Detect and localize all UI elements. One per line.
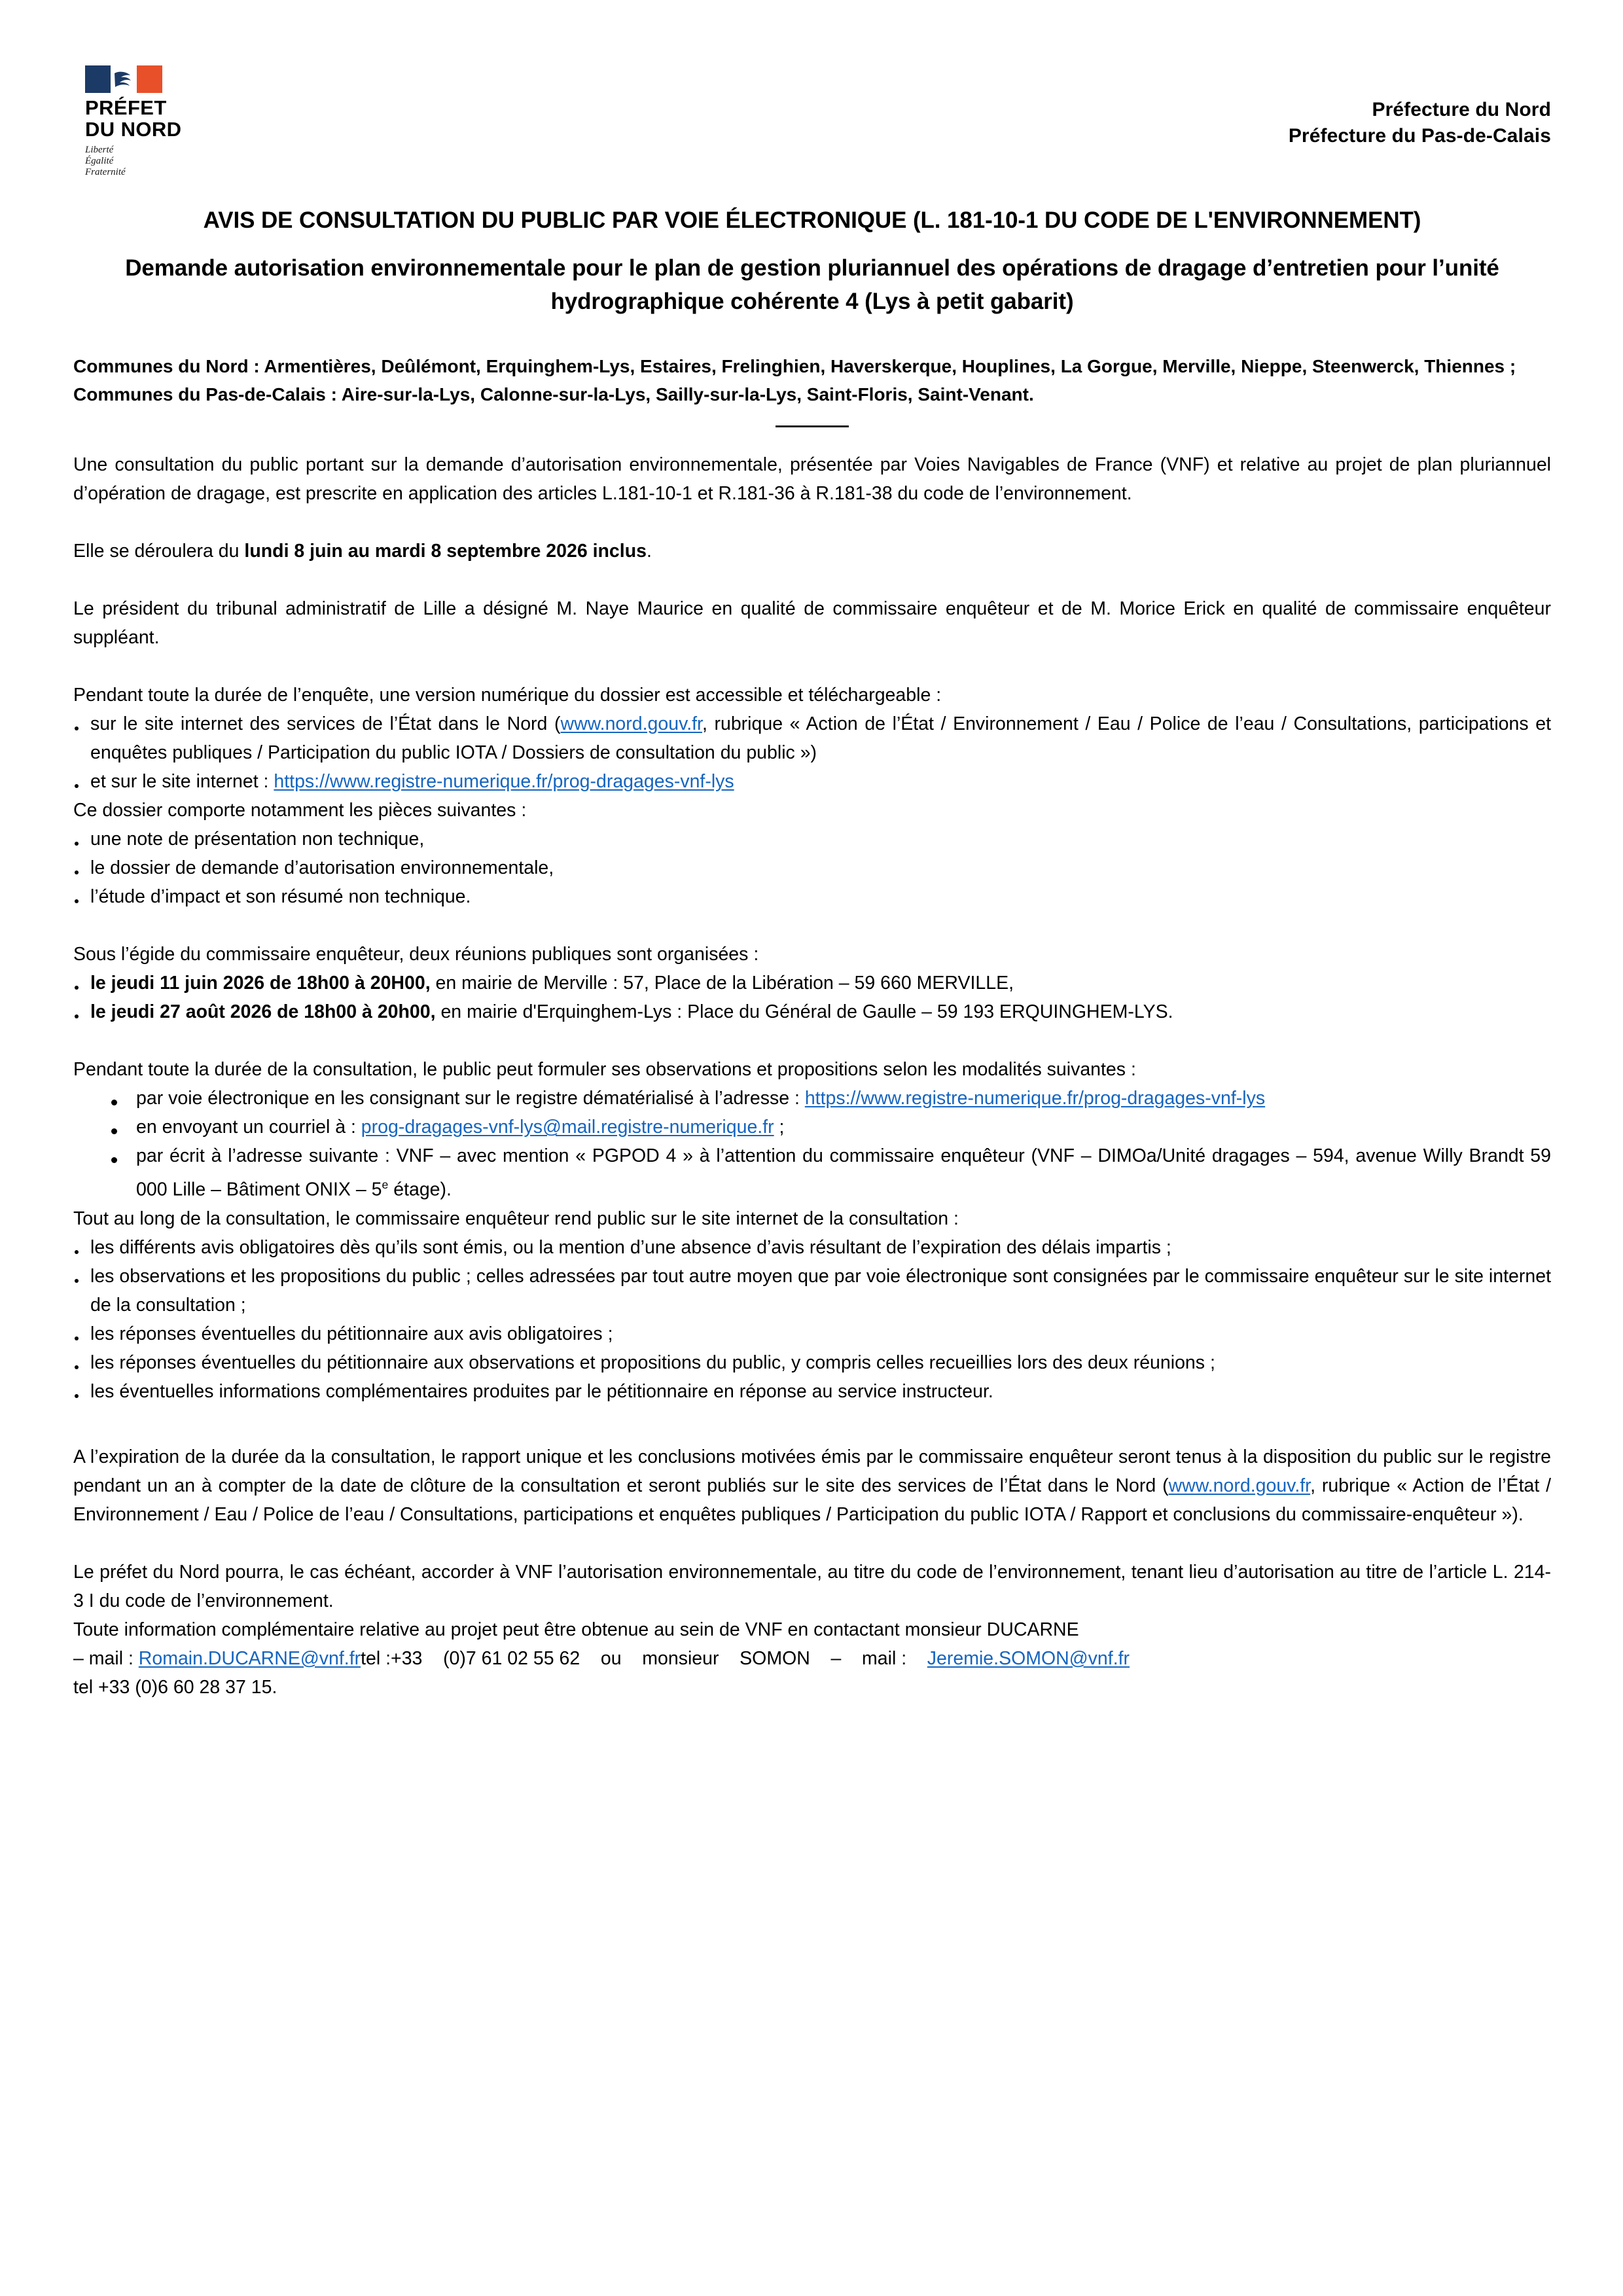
list-item [73, 969, 1551, 997]
list-item: les réponses éventuelles du pétitionnaire aux observations et propositions du public, y compris celles recueillies lors des deux réunions ; [73, 1348, 1551, 1377]
expiration-before: A l’expiration de la durée da la consultation, le rapport unique et les conclusions motivées émis par le commissaire enquêteur seront tenus à la disposition du public sur le registre pendant un an à compter de la date de clôture de la consultation et seront publiés sur le site des services de l’État dans le Nord ( [73, 1446, 1551, 1496]
contact-line1: Toute information complémentaire relative au projet peut être obtenue au sein de VNF en contactant monsieur DUCARNE [73, 1619, 1079, 1640]
nord-gouv-link-2[interactable]: www.nord.gouv.fr [1168, 1475, 1311, 1496]
motto-egalite: Égalité [85, 156, 114, 166]
modalite1-before: par voie électronique en les consignant sur le registre dématérialisé à l’adresse : [136, 1088, 805, 1109]
modalite3-superscript: e [382, 1178, 389, 1191]
contact-line3: tel +33 (0)6 60 28 37 15. [73, 1676, 277, 1698]
list-item [73, 997, 1551, 1026]
commissaire-paragraph: Le président du tribunal administratif de Lille a désigné M. Naye Maurice en qualité de commissaire enquêteur et de M. Morice Erick en qualité de commissaire enquêteur suppléant. [73, 598, 1551, 648]
expiration-after: , rubrique « Action de l’État / Environnement / Eau / Police de l’eau / Consultations, participations et enquêtes publiques / Participation du public IOTA / Rapport et conclusions du commissaire-enquêteur »). [73, 1475, 1552, 1525]
logo-title-line2: DU NORD [85, 118, 182, 141]
dossier-access-list [73, 709, 1551, 796]
courriel-link[interactable]: prog-dragages-vnf-lys@mail.registre-numerique.fr [361, 1117, 774, 1138]
list-item [73, 767, 1551, 796]
reunion1-place: en mairie de Merville : 57, Place de la Libération – 59 660 MERVILLE, [430, 973, 1014, 994]
intro-paragraph: Une consultation du public portant sur la demande d’autorisation environnementale, présentée par Voies Navigables de France (VNF) et relative au projet de plan pluriannuel d’opération de dragage, est prescrite en application des articles L.181-10-1 et R.181-36 à R.181-38 du code de l’environnement. [73, 454, 1551, 504]
motto-liberte: Liberté [85, 145, 114, 155]
list-item: l’étude d’impact et son résumé non technique. [73, 882, 1551, 911]
document-body [73, 431, 1551, 1702]
prefecture-pdc-label: Préfecture du Pas-de-Calais [1288, 125, 1551, 147]
contact-tel1: tel :+33 (0)7 61 02 55 62 ou monsieur SOMON – mail : [361, 1647, 927, 1669]
nord-gouv-link[interactable]: www.nord.gouv.fr [560, 713, 702, 734]
flag-white-bar [111, 65, 137, 93]
reunion1-date: le jeudi 11 juin 2026 de 18h00 à 20H00, [90, 973, 431, 994]
expiration-paragraph [73, 1443, 1551, 1529]
list-item: les réponses éventuelles du pétitionnaire aux avis obligatoires ; [73, 1319, 1551, 1348]
prefet-paragraph: Le préfet du Nord pourra, le cas échéant, accorder à VNF l’autorisation environnementale, au titre du code de l’environnement, tenant lieu d’autorisation au titre de l’article L. 214-3 I du code de l’environnement. [73, 1561, 1551, 1611]
reunion2-place: en mairie d'Erquinghem-Lys : Place du Général de Gaulle – 59 193 ERQUINGHEM-LYS. [435, 1001, 1173, 1022]
reunion2-date: le jeudi 27 août 2026 de 18h00 à 20h00, [90, 1001, 436, 1022]
rend-public-list [73, 1233, 1551, 1406]
contact-mail-label: – mail : [73, 1647, 139, 1669]
dossier-intro: Pendant toute la durée de l’enquête, une version numérique du dossier est accessible et téléchargeable : [73, 685, 942, 706]
motto-fraternite: Fraternité [85, 167, 126, 177]
prefecture-logo [73, 65, 289, 178]
list-item [73, 1084, 1551, 1113]
list-item [73, 1113, 1551, 1141]
republic-motto [85, 145, 289, 178]
modalite2-after: ; [774, 1117, 785, 1138]
registre-numerique-link-2[interactable]: https://www.registre-numerique.fr/prog-dragages-vnf-lys [804, 1088, 1266, 1109]
modalite3-part-a: par écrit à l’adresse suivante : VNF – avec mention « PGPOD 4 » à l’attention du commissaire enquêteur (VNF – DIMOa/Unité dragages – 594, avenue Willy Brandt 59 000 Lille – Bâtiment ONIX – 5 [136, 1145, 1551, 1200]
list-item [73, 1141, 1551, 1204]
dossier-item2-before: et sur le site internet : [90, 771, 274, 792]
flag-red-bar [137, 65, 162, 93]
modalite2-before: en envoyant un courriel à : [136, 1117, 361, 1138]
list-item: le dossier de demande d’autorisation environnementale, [73, 853, 1551, 882]
modalite3-part-b: étage). [388, 1179, 452, 1200]
flag-blue-bar [85, 65, 111, 93]
list-item: les observations et les propositions du public ; celles adressées par tout autre moyen que par voie électronique sont consignées par le commissaire enquêteur sur le site internet de la consultation ; [73, 1262, 1551, 1319]
french-flag-icon [85, 65, 162, 93]
reunions-list [73, 969, 1551, 1026]
prefecture-names [1289, 65, 1551, 149]
divider [73, 419, 1551, 431]
registre-numerique-link[interactable]: https://www.registre-numerique.fr/prog-dragages-vnf-lys [274, 771, 734, 792]
ducarne-email-link[interactable]: Romain.DUCARNE@vnf.fr [138, 1647, 361, 1669]
communes-block [73, 352, 1551, 408]
dossier-item1-after: , rubrique « Action de l’État / Environnement / Eau / Police de l’eau / Consultations, participations et enquêtes publiques / Participation du public IOTA / Dossiers de consultation du public ») [90, 713, 1551, 763]
marianne-icon [111, 67, 137, 92]
somon-email-link[interactable]: Jeremie.SOMON@vnf.fr [927, 1647, 1130, 1669]
pieces-list [73, 825, 1551, 911]
list-item: une note de présentation non technique, [73, 825, 1551, 853]
document-header [73, 65, 1551, 177]
list-item: les éventuelles informations complémentaires produites par le pétitionnaire en réponse au service instructeur. [73, 1377, 1551, 1406]
communes-pas-de-calais: Communes du Pas-de-Calais : Aire-sur-la-Lys, Calonne-sur-la-Lys, Sailly-sur-la-Lys, Saint-Floris, Saint-Venant. [73, 384, 1034, 404]
rend-public-intro: Tout au long de la consultation, le commissaire enquêteur rend public sur le site internet de la consultation : [73, 1208, 959, 1229]
list-item [73, 709, 1551, 767]
logo-title [85, 97, 289, 140]
page-subtitle: Demande autorisation environnementale pour le plan de gestion pluriannuel des opérations de dragage d’entretien pour l’unité hydrographique cohérente 4 (Lys à petit gabarit) [125, 255, 1499, 314]
horizontal-rule [776, 425, 849, 427]
modalites-list [73, 1084, 1551, 1204]
modalites-intro: Pendant toute la durée de la consultation, le public peut formuler ses observations et propositions selon les modalités suivantes : [73, 1059, 1136, 1080]
logo-title-line1: PRÉFET [85, 96, 167, 119]
period-paragraph [73, 537, 1551, 565]
contact-line2 [73, 1644, 1551, 1673]
period-dates: lundi 8 juin au mardi 8 septembre 2026 inclus [244, 541, 647, 562]
page-title: AVIS DE CONSULTATION DU PUBLIC PAR VOIE ÉLECTRONIQUE (L. 181-10-1 DU CODE DE L'ENVIRONNEMENT) [203, 207, 1421, 233]
pieces-intro: Ce dossier comporte notamment les pièces suivantes : [73, 800, 527, 821]
period-prefix: Elle se déroulera du [73, 541, 245, 562]
prefecture-nord-label: Préfecture du Nord [1372, 99, 1551, 120]
period-suffix: . [646, 541, 652, 562]
communes-nord: Communes du Nord : Armentières, Deûlémont, Erquinghem-Lys, Estaires, Frelinghien, Haverskerque, Houplines, La Gorgue, Merville, Nieppe, Steenwerck, Thiennes ; [73, 356, 1516, 376]
reunions-intro: Sous l’égide du commissaire enquêteur, deux réunions publiques sont organisées : [73, 944, 759, 965]
list-item: les différents avis obligatoires dès qu’ils sont émis, ou la mention d’une absence d’avis résultant de l’expiration des délais impartis ; [73, 1233, 1551, 1262]
dossier-item1-before: sur le site internet des services de l’État dans le Nord ( [90, 713, 561, 734]
document-content [73, 65, 1551, 1702]
